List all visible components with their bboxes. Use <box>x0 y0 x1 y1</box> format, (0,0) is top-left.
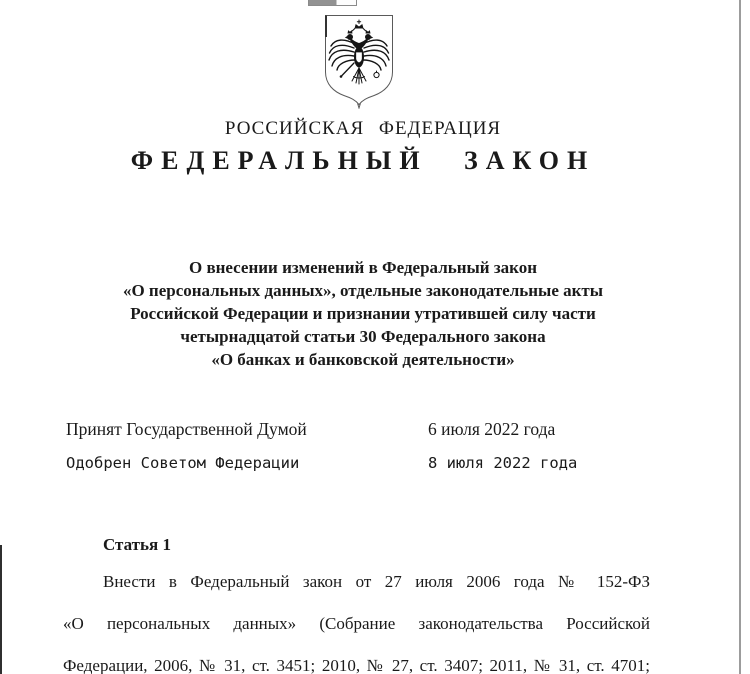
law-title-line: О внесении изменений в Федеральный закон <box>188 258 538 277</box>
adoption-row-federation-council <box>66 454 650 476</box>
page-left-edge <box>0 545 2 674</box>
adoption-label: Одобрен Советом Федерации <box>66 454 300 472</box>
body-line: Федерации, 2006, № 31, ст. 3451; 2010, № 27, ст. 3407; 2011, № 31, ст. 4701; <box>63 656 650 674</box>
law-title-line: четырнадцатой статьи 30 Федерального закона <box>180 327 546 346</box>
top-edge-artifact <box>308 0 357 6</box>
adoption-row-duma <box>66 419 650 441</box>
russian-coat-of-arms-icon <box>320 13 398 109</box>
window-right-edge <box>739 0 741 674</box>
law-title-line: «О банках и банковской деятельности» <box>211 350 515 369</box>
article-heading: Статья 1 <box>103 535 171 554</box>
body-line: «О персональных данных» (Собрание законодательства Российской <box>63 614 650 633</box>
adoption-label: Принят Государственной Думой <box>66 419 307 439</box>
law-title-line: «О персональных данных», отдельные законодательные акты <box>122 281 604 300</box>
law-title <box>63 256 663 371</box>
country-heading: РОССИЙСКАЯ ФЕДЕРАЦИЯ <box>224 118 502 139</box>
law-title-line: Российской Федерации и признании утратившей силу части <box>130 304 596 323</box>
adoption-date: 8 июля 2022 года <box>428 454 578 472</box>
law-type-heading: ФЕДЕРАЛЬНЫЙ ЗАКОН <box>130 146 596 175</box>
adoption-date: 6 июля 2022 года <box>428 419 556 439</box>
body-line: Внести в Федеральный закон от 27 июля 2006 года № 152-ФЗ <box>103 572 650 591</box>
